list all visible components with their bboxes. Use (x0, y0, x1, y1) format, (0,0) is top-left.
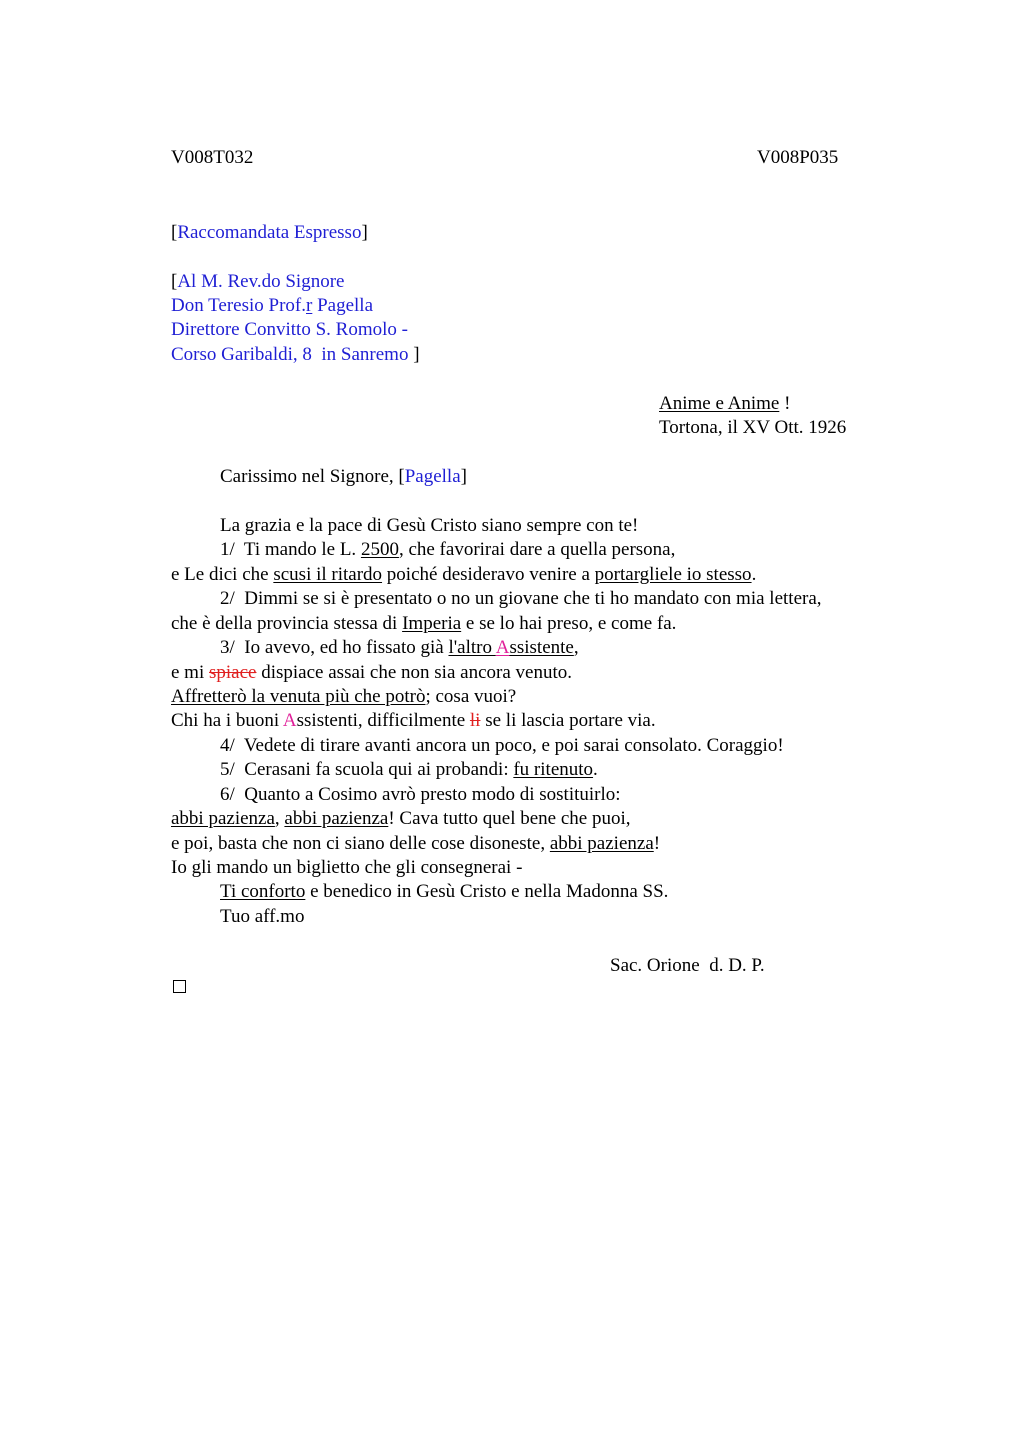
address-line-2: Don Teresio Prof.r Pagella (171, 295, 374, 316)
body-line-8: Affretterò la venuta più che potrò; cosa vuoi? (171, 686, 517, 707)
doc-code-left: V008T032 (171, 147, 254, 168)
body-line-1: La grazia e la pace di Gesù Cristo siano sempre con te! (220, 515, 639, 536)
body-line-14: e poi, basta che non ci siano delle cose disoneste, abbi pazienza! (171, 833, 661, 854)
empty-box-icon (173, 980, 186, 993)
body-line-4: 2/ Dimmi se si è presentato o no un giovane che ti ho mandato con mia lettera, (220, 588, 822, 609)
body-line-7: e mi spiace dispiace assai che non sia ancora venuto. (171, 662, 572, 683)
address-line-3: Direttore Convitto S. Romolo - (171, 319, 408, 340)
body-line-10: 4/ Vedete di tirare avanti ancora un poco, e poi sarai consolato. Coraggio! (220, 735, 784, 756)
salutation: Carissimo nel Signore, [Pagella] (220, 466, 467, 487)
body-line-6: 3/ Io avevo, ed ho fissato già l'altro Assistente, (220, 637, 579, 658)
doc-code-right: V008P035 (757, 147, 839, 168)
body-line-13: abbi pazienza, abbi pazienza! Cava tutto quel bene che puoi, (171, 808, 631, 829)
mail-type: [Raccomandata Espresso] (171, 222, 368, 243)
body-line-2: 1/ Ti mando le L. 2500, che favorirai dare a quella persona, (220, 539, 676, 560)
closing: Tuo aff.mo (220, 906, 305, 927)
body-line-9: Chi ha i buoni Assistenti, difficilmente li se li lascia portare via. (171, 710, 656, 731)
body-line-5: che è della provincia stessa di Imperia e se lo hai preso, e come fa. (171, 613, 677, 634)
body-line-16: Ti conforto e benedico in Gesù Cristo e nella Madonna SS. (220, 881, 669, 902)
address-line-1: [Al M. Rev.do Signore (171, 271, 345, 292)
body-line-11: 5/ Cerasani fa scuola qui ai probandi: fu ritenuto. (220, 759, 598, 780)
body-line-12: 6/ Quanto a Cosimo avrò presto modo di sostituirlo: (220, 784, 621, 805)
place-date: Tortona, il XV Ott. 1926 (659, 417, 847, 438)
body-line-3: e Le dici che scusi il ritardo poiché desideravo venire a portargliele io stesso. (171, 564, 757, 585)
motto: Anime e Anime ! (659, 393, 791, 414)
signature: Sac. Orione d. D. P. (610, 955, 765, 976)
body-line-15: Io gli mando un biglietto che gli consegnerai - (171, 857, 523, 878)
address-line-4: Corso Garibaldi, 8 in Sanremo ] (171, 344, 420, 365)
